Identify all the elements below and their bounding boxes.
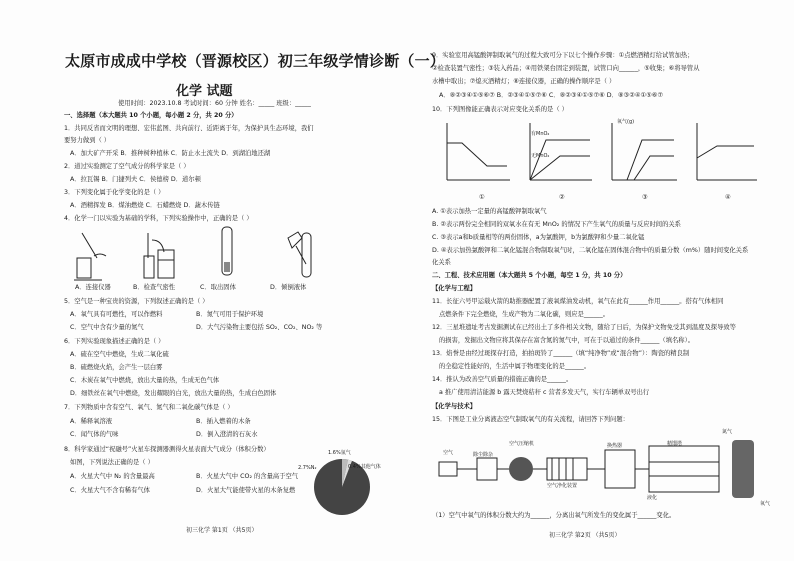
- q7-option-c: C．闻气体的气味: [70, 431, 119, 438]
- q1-line2: 要努力做到（ ）: [64, 137, 111, 144]
- exam-meta: 使用时间：2023.10.8 考试时间：60 分钟 姓名：_____ 班级：_____: [118, 100, 311, 107]
- q10-option-b: B. ②表示两份完全相同的双氧水在有无 MnO₂ 的情况下产生氧气的质量与反应时间的关系: [432, 221, 681, 228]
- q15-stem: 15．下图是工业分离液态空气制取氧气的有关流程，请回答下列问题：: [432, 416, 629, 423]
- purifier: [547, 458, 587, 480]
- q7-option-a: A．稀释氧溶液: [70, 418, 113, 425]
- figure-connect-instruments: [72, 228, 112, 283]
- q4-option-d: D．倾倒液体: [270, 284, 307, 291]
- q5-option-a: A．氧气具有可燃性，可以作燃料: [70, 311, 163, 318]
- subsection-engineering: 【化学与工程】: [432, 285, 477, 292]
- q4-stem: 4．化学一门以实验为基础的学科，下列实验操作中，正确的是（ ）: [64, 215, 253, 222]
- right-page: [397, 0, 794, 561]
- q14-options: a 推广使用清洁能源 b 露天焚烧秸秆 c 营者多发天气，实行车辆单双号出行: [439, 389, 650, 396]
- q10-option-c: C. ③表示a和b质量相等的两份固体，a为氯酸钾，b为氯酸钾和少量二氧化锰: [432, 234, 645, 241]
- graph2-label: ②: [559, 194, 565, 201]
- q8-option-c: C．火星大气不含有稀有气体: [70, 487, 150, 494]
- flow-label-oxygen: 氧气: [760, 501, 771, 507]
- air-separation-flow-diagram: [437, 428, 762, 506]
- pie-label-ar: 1.6%氩气: [328, 450, 351, 456]
- graph2-legend-without: 无MnO₂: [531, 153, 550, 159]
- q5-stem: 5．空气是一种宝贵的资源，下列叙述正确的是（ ）: [64, 298, 209, 305]
- air-inlet-box: [439, 462, 457, 476]
- q4-option-c: C．取出固体: [200, 284, 236, 291]
- q8-option-a: A．火星大气中 N₂ 的含量最高: [70, 473, 155, 480]
- graph3-ylabel: 氧气(g): [617, 119, 635, 125]
- q10-option-a: A. ①表示加热一定量的高锰酸钾制取氧气: [432, 208, 547, 215]
- graph-4: [697, 123, 757, 180]
- q2-stem: 2．道过实验测定了空气成分的科学家是（ ）: [64, 163, 190, 170]
- distillation-tower: [649, 446, 719, 492]
- heat-exchanger: [605, 450, 635, 488]
- graph-1: [447, 123, 510, 180]
- q13-line2: 的全稳定性能好的，生活中属于物理变化的是______。: [439, 363, 591, 370]
- q8-line1: 8．科学家通过“祝融号”火星车探测器测得火星表面大气成分（体积分数）: [64, 446, 270, 453]
- flow-label-dust: 除尘除杂: [473, 452, 494, 458]
- q9-line3: 水槽中取出；⑦熄灭酒精灯；⑧连接仪器，正确的操作顺序是（ ）: [432, 78, 616, 85]
- q6-option-b: B．硫燃烧火焰，会产生一层白雾: [70, 364, 163, 371]
- figure-take-solid: [212, 222, 242, 282]
- q1-options: A．加大矿产开采 B．推种树种植林 C．防止水土流失 D．到湖泊地还湖: [70, 150, 271, 157]
- subsection-technology: 【化学与技术】: [432, 403, 477, 410]
- section-2-heading: 二、工程、技术应用题（本大题共 5 个小题，每空 1 分，共 10 分）: [432, 272, 627, 279]
- figure-check-airtightness: [138, 228, 178, 283]
- q9-options: A．⑧②③④①⑤⑥⑦ B．②③④①⑤⑦⑥ C．⑧②③④①⑤⑦⑥ D．⑧③②④①⑤⑥⑦: [439, 92, 664, 99]
- q6-option-c: C．木炭在氧气中燃烧，放出大量的热，生成无色气体: [70, 377, 220, 384]
- flow-label-nitrogen: 氮气: [722, 429, 733, 435]
- q12-line2: 的损害，发掘出文物应将其保存在富含氮的氮气中，可在于以通过的条件______（填名称）。: [439, 337, 695, 344]
- q1-line1: 1．共同反省而文明的理想、宏伟蓝图、共向前行、近距离于年，为保护具生态环境，我们: [64, 125, 314, 132]
- q5-option-c: C．空气中含有少量的氮气: [70, 324, 144, 331]
- left-footer: 初三化学 第1页 （共5页）: [186, 527, 258, 534]
- q15-sub1: （1）空气中氧气的体积分数大约为______，分离出氧气所发生的变化属于______变化。: [432, 512, 676, 519]
- q5-option-b: B．氮气可用于保护环境: [196, 311, 264, 318]
- right-footer: 初三化学 第2页 （共5页）: [549, 532, 621, 539]
- section-1-heading: 一、选择题（本大题共 10 个小题，每小题 2 分，共 20 分）: [64, 112, 238, 119]
- figure-pour-liquid: [282, 228, 322, 283]
- q3-stem: 3．下列变化属于化学变化的是（ ）: [64, 189, 165, 196]
- q9-line1: 9．实验室用高锰酸钾制取氧气的过程大致可分下以七个操作步骤：①点燃酒精灯给试管加热；: [432, 52, 694, 59]
- storage-tank: [732, 440, 754, 498]
- q2-options: A．拉瓦锡 B．门捷列夫 C．侯德榜 D．道尔顿: [70, 176, 201, 183]
- mars-atmosphere-pie: [300, 445, 395, 525]
- q6-option-a: A．硫在空气中燃烧，生成二氧化硫: [70, 351, 169, 358]
- q6-option-d: D．细铁丝在氧气中燃烧，发出耀眼的白光，放出大量的热，生成白色固体: [70, 390, 277, 397]
- q10-option-d: D. ④表示加热氯酸钾和二氧化锰混合物制取氧气时，二氧化锰在固体混合物中的质量分数（m%）随时间变化关系: [432, 247, 749, 254]
- q8-option-b: B．火星大气中 CO₂ 的含量高于空气: [196, 473, 299, 480]
- q5-option-d: D．大气污染物主要包括 SO₂、CO₂、NO₂ 等: [196, 324, 323, 331]
- graph1-label: ①: [479, 194, 485, 201]
- graph2-legend-with: 有MnO₂: [531, 131, 550, 137]
- q3-options: A．酒精挥发 B．煤油燃烧 C．石蜡燃烧 D．蔬木传链: [70, 202, 220, 209]
- q8-option-d: D．火星大气能使带火星的木条复燃: [196, 487, 296, 494]
- graph3-label: ③: [642, 194, 648, 201]
- q7-option-b: B．插入燃着的木条: [196, 418, 251, 425]
- q12-line1: 12．三星堆遗址考古发掘测试在已经出土了多件相关文物，随给了日后，为保护文物免受其到温度及探导致等: [432, 324, 736, 331]
- q10-graphs: [442, 118, 762, 200]
- q7-option-d: D．倒入澄清的石灰水: [196, 431, 258, 438]
- q4-option-a: A．连接仪器: [75, 284, 111, 291]
- flow-label-air: 空气: [443, 450, 454, 456]
- pie-label-other: 0.4%其他气体: [348, 464, 381, 470]
- q14-stem: 14．推认为改善空气质量的措施正确的是______。: [432, 376, 573, 383]
- dust-removal-unit: [477, 458, 497, 480]
- q7-stem: 7．下列物质中含有空气、氧气、氮气和二氧化碳气体是（ ）: [64, 404, 234, 411]
- flow-label-tower: 精馏塔: [667, 441, 683, 447]
- q10-stem: 10．下列图像能正确表示对应变化关系的是（ ）: [432, 106, 568, 113]
- exam-subtitle: 化学 试题: [176, 84, 233, 99]
- q13-line1: 13．焰誉是由经过斑探存打造，拍拍斑铃了______（填“纯净物”或“混合物”）：陶瓷的精良制: [432, 350, 690, 357]
- q6-stem: 6．下列实验现象描述正确的是（ ）: [64, 338, 165, 345]
- q11-line2: 点燃条件下完全燃烧，生成产物为二氧化碳，则应是______。: [439, 311, 610, 318]
- compressor: [509, 457, 533, 481]
- flow-label-compressor: 空气压缩机: [509, 441, 535, 447]
- pie-label-n2: 2.7%N₂: [298, 465, 317, 471]
- graph4-label: ④: [725, 194, 731, 201]
- q8-line2: 如图，下列说法正确的是（ ）: [70, 459, 154, 466]
- q10-option-d-cont: 化关系: [432, 259, 451, 266]
- exam-title: 太原市成成中学校（晋源校区）初三年级学情诊断（一）: [65, 52, 446, 70]
- q9-line2: ②检查装置气密性；③装入药品；④用铁架台固定到装置，试管口向______，⑤收集；⑥将导管从: [432, 65, 700, 72]
- q4-option-b: B．检查气密性: [133, 284, 176, 291]
- graph-3: [612, 123, 677, 180]
- flow-label-heat-exchanger: 换热器: [607, 443, 623, 449]
- flow-label-liquefy: 液化: [647, 495, 658, 501]
- q11-line1: 11．长征六号甲运载火箭的助推器配置了液氧煤油发动机，氧气在此有______作用______。搭有气体相同: [432, 298, 724, 305]
- flow-label-purifier: 空气净化装置: [547, 483, 578, 489]
